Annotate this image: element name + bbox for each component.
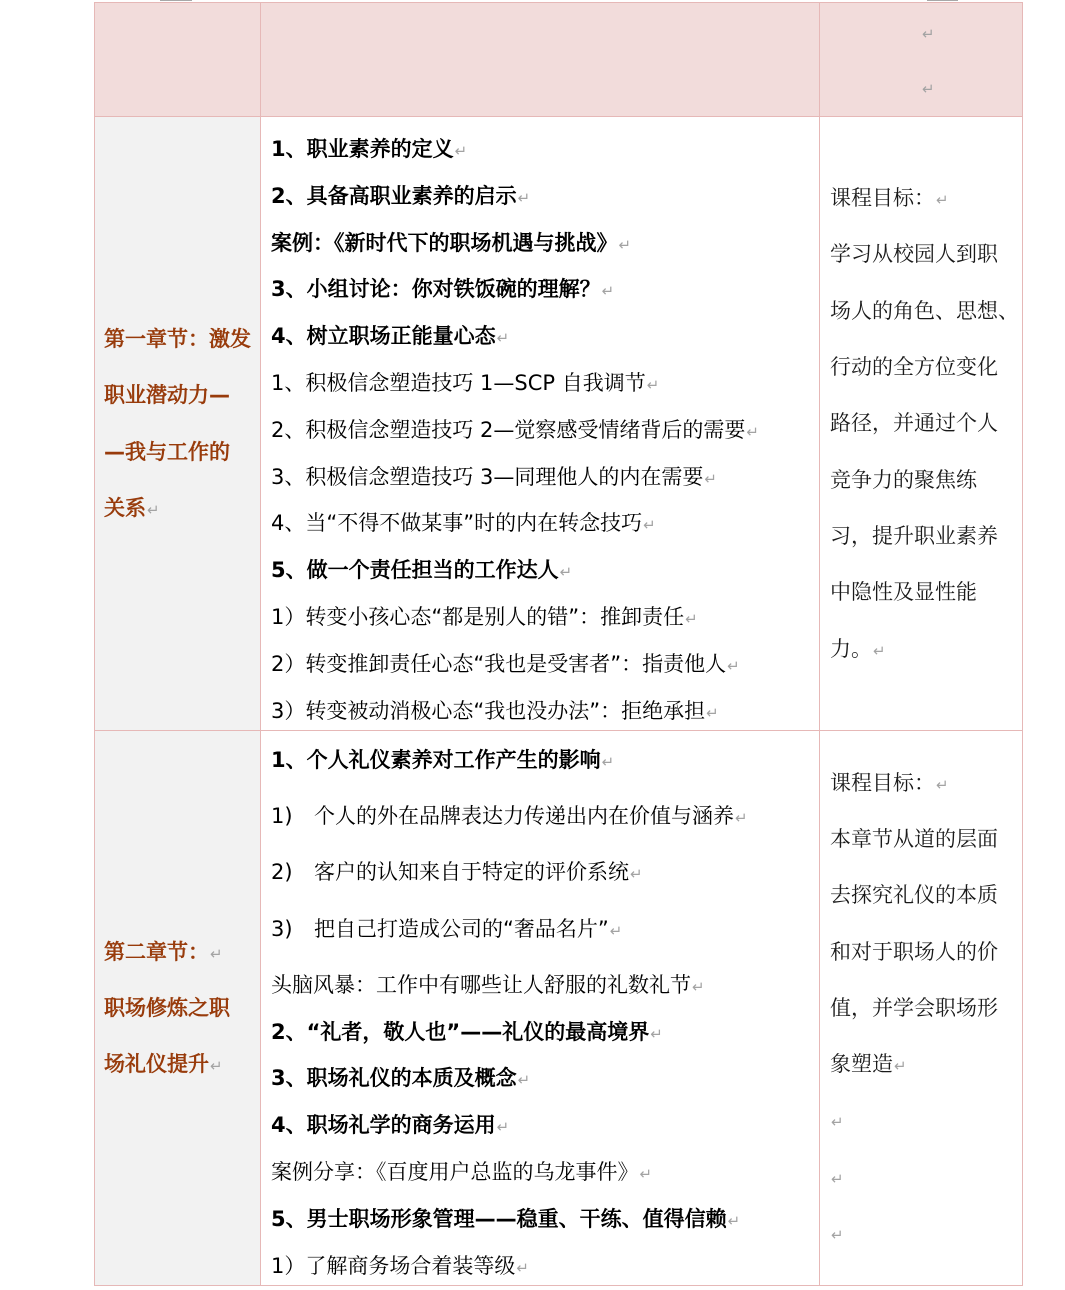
content-line bbox=[271, 551, 819, 589]
goal-line bbox=[830, 395, 1022, 451]
goal-line bbox=[830, 867, 1022, 923]
paragraph-mark: ↵ bbox=[496, 1118, 510, 1137]
content-text: 4、树立职场正能量心态 bbox=[271, 324, 496, 349]
content-text: 2、具备高职业素养的启示 bbox=[271, 183, 517, 208]
goal-line bbox=[830, 980, 1022, 1036]
content-text: 2、“礼者，敬人也”——礼仪的最高境界 bbox=[271, 1019, 650, 1044]
content-text: 4、当“不得不做某事”时的内在转念技巧 bbox=[271, 511, 643, 536]
chapter-title-line bbox=[104, 424, 260, 480]
list-number: 3) bbox=[271, 916, 293, 941]
content-line bbox=[271, 1106, 819, 1144]
goal-text: 习，提升职业素养 bbox=[830, 523, 998, 548]
goal-text: 力。 bbox=[830, 636, 872, 661]
empty-paragraph bbox=[830, 1092, 1022, 1148]
content-line bbox=[271, 1153, 819, 1191]
chapter-title-line bbox=[104, 480, 260, 536]
content-text: 把自己打造成公司的“奢品名片” bbox=[314, 916, 609, 941]
paragraph-mark: ↵ bbox=[210, 944, 223, 963]
content-list-item bbox=[271, 910, 819, 948]
list-number: 1) bbox=[271, 804, 293, 829]
chapter-title-line bbox=[104, 367, 260, 423]
chapter-title-text: 关系 bbox=[104, 495, 146, 520]
chapter-title-text: 场礼仪提升 bbox=[104, 1052, 209, 1077]
empty-paragraph bbox=[830, 1205, 1022, 1261]
content-text: 案例分享：《百度用户总监的乌龙事件》 bbox=[271, 1159, 639, 1184]
paragraph-mark: ↵ bbox=[496, 329, 510, 348]
paragraph-mark: ↵ bbox=[831, 1226, 844, 1245]
goal-line bbox=[830, 452, 1022, 508]
paragraph-mark: ↵ bbox=[517, 1071, 531, 1090]
paragraph-mark: ↵ bbox=[643, 516, 656, 535]
content-text: 1、职业素养的定义 bbox=[271, 137, 454, 161]
goal-text: 中隐性及显性能 bbox=[830, 580, 977, 605]
list-number: 2) bbox=[271, 860, 293, 885]
course-outline-table bbox=[94, 2, 1023, 1286]
paragraph-mark: ↵ bbox=[517, 188, 531, 207]
content-text: 3）转变被动消极心态“我也没办法”：拒绝承担 bbox=[271, 698, 706, 723]
empty-paragraph bbox=[830, 1149, 1022, 1205]
paragraph-mark: ↵ bbox=[692, 977, 705, 996]
content-line bbox=[271, 1200, 819, 1238]
header-cell-goal bbox=[820, 3, 1023, 117]
chapter-content-cell bbox=[261, 117, 820, 731]
chapter-row-2 bbox=[95, 731, 1023, 1286]
goal-line bbox=[830, 1036, 1022, 1092]
content-line bbox=[271, 317, 819, 355]
chapter-title-line bbox=[104, 924, 260, 980]
header-row bbox=[95, 3, 1023, 117]
goal-text: 本章节从道的层面 bbox=[830, 826, 998, 851]
chapter-title-line bbox=[104, 311, 260, 367]
paragraph-mark: ↵ bbox=[601, 753, 615, 771]
goal-line bbox=[830, 811, 1022, 867]
goal-line bbox=[830, 283, 1022, 339]
chapter-title-cell bbox=[95, 731, 261, 1286]
chapter-title-text: 职业潜动力— bbox=[104, 383, 230, 408]
chapter-title-line bbox=[104, 1036, 260, 1092]
paragraph-mark: ↵ bbox=[922, 79, 935, 98]
paragraph-mark: ↵ bbox=[831, 1169, 844, 1188]
paragraph-mark: ↵ bbox=[922, 24, 935, 43]
empty-paragraph bbox=[921, 5, 1022, 60]
paragraph-mark: ↵ bbox=[639, 1164, 653, 1183]
chapter-title-text: 职场修炼之职 bbox=[104, 995, 230, 1020]
content-text: 2）转变推卸责任心态“我也是受害者”：指责他人 bbox=[271, 651, 727, 676]
content-text: 3、小组讨论：你对铁饭碗的理解？ bbox=[271, 277, 601, 302]
paragraph-mark: ↵ bbox=[936, 775, 949, 794]
paragraph-mark: ↵ bbox=[618, 235, 632, 254]
header-cell-chapter bbox=[95, 3, 261, 117]
paragraph-mark: ↵ bbox=[210, 1057, 223, 1076]
content-line bbox=[271, 364, 819, 402]
content-text: 1）转变小孩心态“都是别人的错”：推卸责任 bbox=[271, 604, 685, 629]
content-line bbox=[271, 224, 819, 262]
paragraph-mark: ↵ bbox=[746, 422, 759, 441]
chapter-content-cell bbox=[261, 731, 820, 1286]
chapter-row-1 bbox=[95, 117, 1023, 731]
paragraph-mark: ↵ bbox=[873, 641, 886, 660]
page-edge-mark bbox=[927, 0, 958, 1]
content-line bbox=[271, 966, 819, 1004]
goal-text: 行动的全方位变化 bbox=[830, 355, 998, 380]
goal-text: 课程目标： bbox=[830, 770, 935, 795]
header-cell-content bbox=[261, 3, 820, 117]
paragraph-mark: ↵ bbox=[559, 563, 573, 582]
content-line bbox=[271, 130, 819, 168]
goal-line bbox=[830, 924, 1022, 980]
content-text: 头脑风暴：工作中有哪些让人舒服的礼数礼节 bbox=[271, 972, 691, 997]
paragraph-mark: ↵ bbox=[147, 500, 160, 519]
content-list-item bbox=[271, 853, 819, 891]
chapter-title-line bbox=[104, 980, 260, 1036]
goal-text: 竞争力的聚焦练 bbox=[830, 467, 977, 492]
goal-text: 去探究礼仪的本质 bbox=[830, 883, 998, 908]
paragraph-mark: ↵ bbox=[706, 703, 719, 722]
content-text: 5、男士职场形象管理——稳重、干练、值得信赖 bbox=[271, 1206, 727, 1231]
paragraph-mark: ↵ bbox=[727, 656, 740, 675]
goal-line bbox=[830, 621, 1022, 677]
paragraph-mark: ↵ bbox=[831, 1113, 844, 1132]
content-line bbox=[271, 598, 819, 636]
paragraph-mark: ↵ bbox=[609, 921, 623, 940]
content-text: 3、积极信念塑造技巧 3—同理他人的内在需要 bbox=[271, 464, 704, 489]
paragraph-mark: ↵ bbox=[735, 809, 748, 828]
paragraph-mark: ↵ bbox=[704, 469, 717, 488]
content-list-item bbox=[271, 797, 819, 835]
content-line bbox=[271, 270, 819, 308]
paragraph-mark: ↵ bbox=[894, 1057, 907, 1076]
content-line bbox=[271, 692, 819, 730]
goal-line bbox=[830, 508, 1022, 564]
goal-line bbox=[830, 226, 1022, 282]
content-line bbox=[271, 411, 819, 449]
paragraph-mark: ↵ bbox=[454, 142, 468, 160]
paragraph-mark: ↵ bbox=[727, 1211, 741, 1230]
paragraph-mark: ↵ bbox=[650, 1024, 663, 1043]
content-text: 3、职场礼仪的本质及概念 bbox=[271, 1066, 517, 1091]
paragraph-mark: ↵ bbox=[936, 191, 949, 210]
paragraph-mark: ↵ bbox=[646, 375, 660, 394]
content-text: 案例：《新时代下的职场机遇与挑战》 bbox=[271, 230, 618, 255]
course-goal-cell bbox=[820, 117, 1023, 731]
goal-line bbox=[830, 755, 1022, 811]
content-text: 2、积极信念塑造技巧 2—觉察感受情绪背后的需要 bbox=[271, 417, 746, 442]
paragraph-mark: ↵ bbox=[516, 1258, 529, 1277]
content-text: 客户的认知来自于特定的评价系统 bbox=[314, 860, 629, 885]
content-line bbox=[271, 1013, 819, 1051]
chapter-title-cell bbox=[95, 117, 261, 731]
goal-text: 课程目标： bbox=[830, 186, 935, 211]
chapter-title-text: 第二章节： bbox=[104, 939, 209, 964]
goal-text: 象塑造 bbox=[830, 1052, 893, 1077]
course-goal-cell bbox=[820, 731, 1023, 1286]
content-text: 1、积极信念塑造技巧 1—SCP 自我调节 bbox=[271, 370, 646, 395]
paragraph-mark: ↵ bbox=[601, 282, 615, 301]
content-text: 1）了解商务场合着装等级 bbox=[271, 1253, 516, 1278]
content-line bbox=[271, 1247, 819, 1285]
goal-text: 学习从校园人到职 bbox=[830, 242, 998, 267]
content-text: 1、个人礼仪素养对工作产生的影响 bbox=[271, 748, 601, 772]
goal-text: 场人的角色、思想、 bbox=[830, 298, 1019, 323]
goal-line bbox=[830, 339, 1022, 395]
goal-line bbox=[830, 170, 1022, 226]
content-line bbox=[271, 504, 819, 542]
page-edge-mark bbox=[160, 0, 192, 1]
chapter-title-text: 第一章节：激发 bbox=[104, 326, 251, 351]
content-line bbox=[271, 458, 819, 496]
goal-text: 值，并学会职场形 bbox=[830, 995, 998, 1020]
paragraph-mark: ↵ bbox=[630, 865, 643, 884]
goal-text: 和对于职场人的价 bbox=[830, 939, 998, 964]
content-text: 个人的外在品牌表达力传递出内在价值与涵养 bbox=[314, 804, 734, 829]
empty-paragraph bbox=[921, 60, 1022, 115]
goal-line bbox=[830, 564, 1022, 620]
goal-text: 路径，并通过个人 bbox=[830, 411, 998, 436]
content-text: 5、做一个责任担当的工作达人 bbox=[271, 558, 559, 583]
content-text: 4、职场礼学的商务运用 bbox=[271, 1113, 496, 1138]
content-line bbox=[271, 177, 819, 215]
content-line bbox=[271, 645, 819, 683]
paragraph-mark: ↵ bbox=[685, 609, 698, 628]
chapter-title-text: —我与工作的 bbox=[104, 439, 230, 464]
content-line bbox=[271, 1059, 819, 1097]
content-line bbox=[271, 741, 819, 779]
